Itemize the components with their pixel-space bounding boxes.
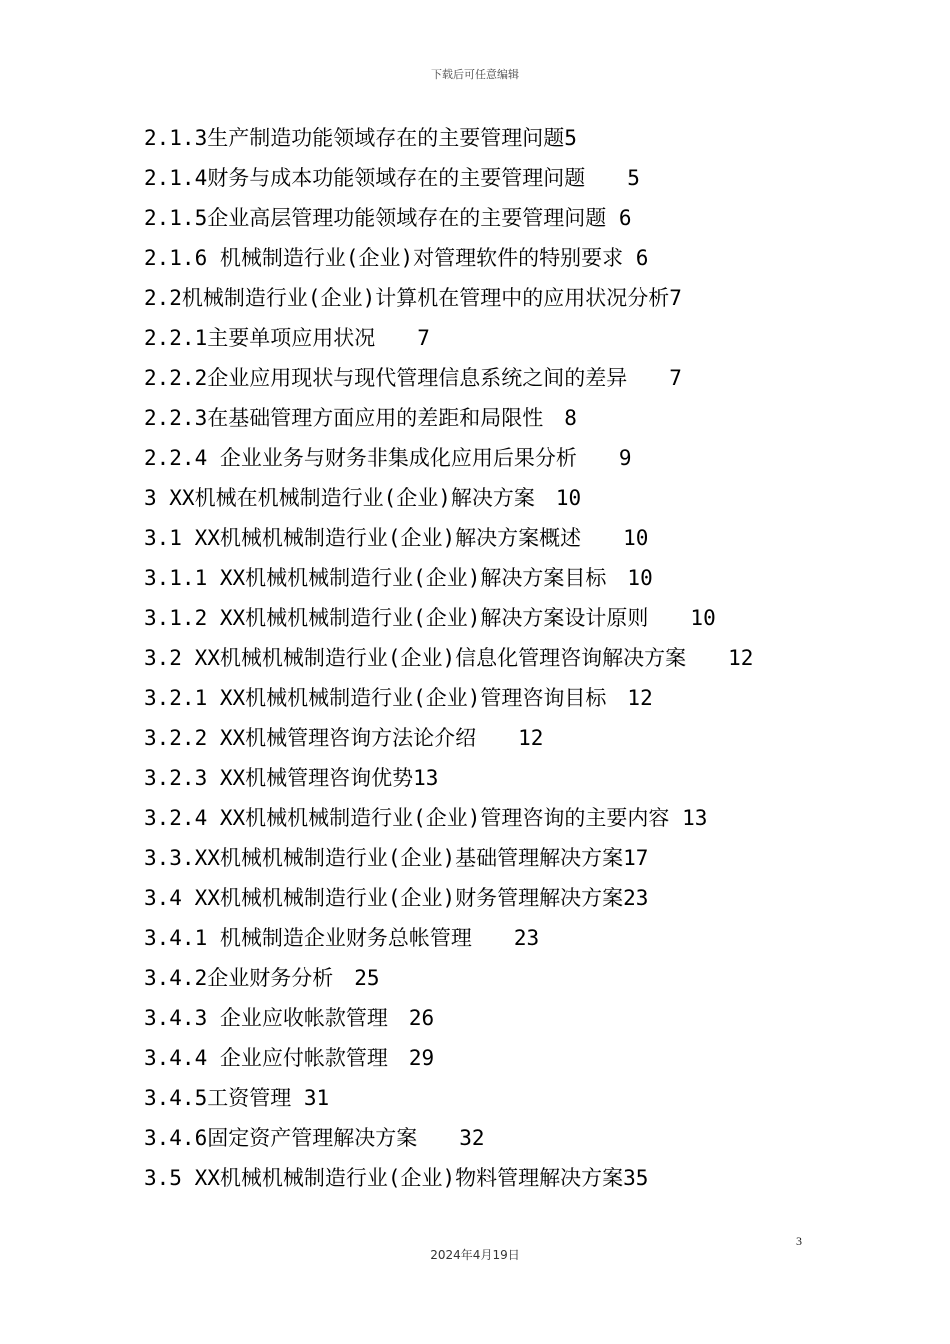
footer-date: 2024年4月19日	[430, 1248, 520, 1262]
toc-entry[interactable]: 2.2.2企业应用现状与现代管理信息系统之间的差异 7	[144, 366, 682, 390]
toc-entry[interactable]: 3.2 XX机械机械制造行业(企业)信息化管理咨询解决方案 12	[144, 646, 754, 670]
toc-entry[interactable]: 3.2.2 XX机械管理咨询方法论介绍 12	[144, 726, 544, 750]
toc-entry[interactable]: 3.2.4 XX机械机械制造行业(企业)管理咨询的主要内容 13	[144, 806, 708, 830]
toc-entry[interactable]: 3.4 XX机械机械制造行业(企业)财务管理解决方案23	[144, 886, 649, 910]
page-header: 下载后可任意编辑	[431, 68, 519, 81]
toc-entry[interactable]: 3 XX机械在机械制造行业(企业)解决方案 10	[144, 486, 582, 510]
toc-entry[interactable]: 3.1.1 XX机械机械制造行业(企业)解决方案目标 10	[144, 566, 653, 590]
toc-entry[interactable]: 3.4.4 企业应付帐款管理 29	[144, 1046, 435, 1070]
toc-entry[interactable]: 2.1.3生产制造功能领域存在的主要管理问题5	[144, 126, 577, 150]
toc-entry[interactable]: 3.1 XX机械机械制造行业(企业)解决方案概述 10	[144, 526, 649, 550]
toc-entry[interactable]: 3.1.2 XX机械机械制造行业(企业)解决方案设计原则 10	[144, 606, 716, 630]
toc-entry[interactable]: 3.4.6固定资产管理解决方案 32	[144, 1126, 485, 1150]
toc-entry[interactable]: 2.1.5企业高层管理功能领域存在的主要管理问题 6	[144, 206, 632, 230]
toc-entry[interactable]: 3.4.2企业财务分析 25	[144, 966, 380, 990]
toc-entry[interactable]: 3.4.3 企业应收帐款管理 26	[144, 1006, 435, 1030]
toc-entry[interactable]: 3.5 XX机械机械制造行业(企业)物料管理解决方案35	[144, 1166, 649, 1190]
toc-entry[interactable]: 2.1.6 机械制造行业(企业)对管理软件的特别要求 6	[144, 246, 649, 270]
toc-entry[interactable]: 3.2.1 XX机械机械制造行业(企业)管理咨询目标 12	[144, 686, 653, 710]
toc-entry[interactable]: 2.2.4 企业业务与财务非集成化应用后果分析 9	[144, 446, 632, 470]
toc-entry[interactable]: 2.2机械制造行业(企业)计算机在管理中的应用状况分析7	[144, 286, 682, 310]
toc-entry[interactable]: 3.3.XX机械机械制造行业(企业)基础管理解决方案17	[144, 846, 649, 870]
page-number: 3	[796, 1234, 802, 1248]
toc-entry[interactable]: 2.2.1主要单项应用状况 7	[144, 326, 430, 350]
toc-entry[interactable]: 2.1.4财务与成本功能领域存在的主要管理问题 5	[144, 166, 640, 190]
toc-entry[interactable]: 2.2.3在基础管理方面应用的差距和局限性 8	[144, 406, 577, 430]
toc-entry[interactable]: 3.2.3 XX机械管理咨询优势13	[144, 766, 439, 790]
toc-entry[interactable]: 3.4.5工资管理 31	[144, 1086, 330, 1110]
toc-entry[interactable]: 3.4.1 机械制造企业财务总帐管理 23	[144, 926, 540, 950]
